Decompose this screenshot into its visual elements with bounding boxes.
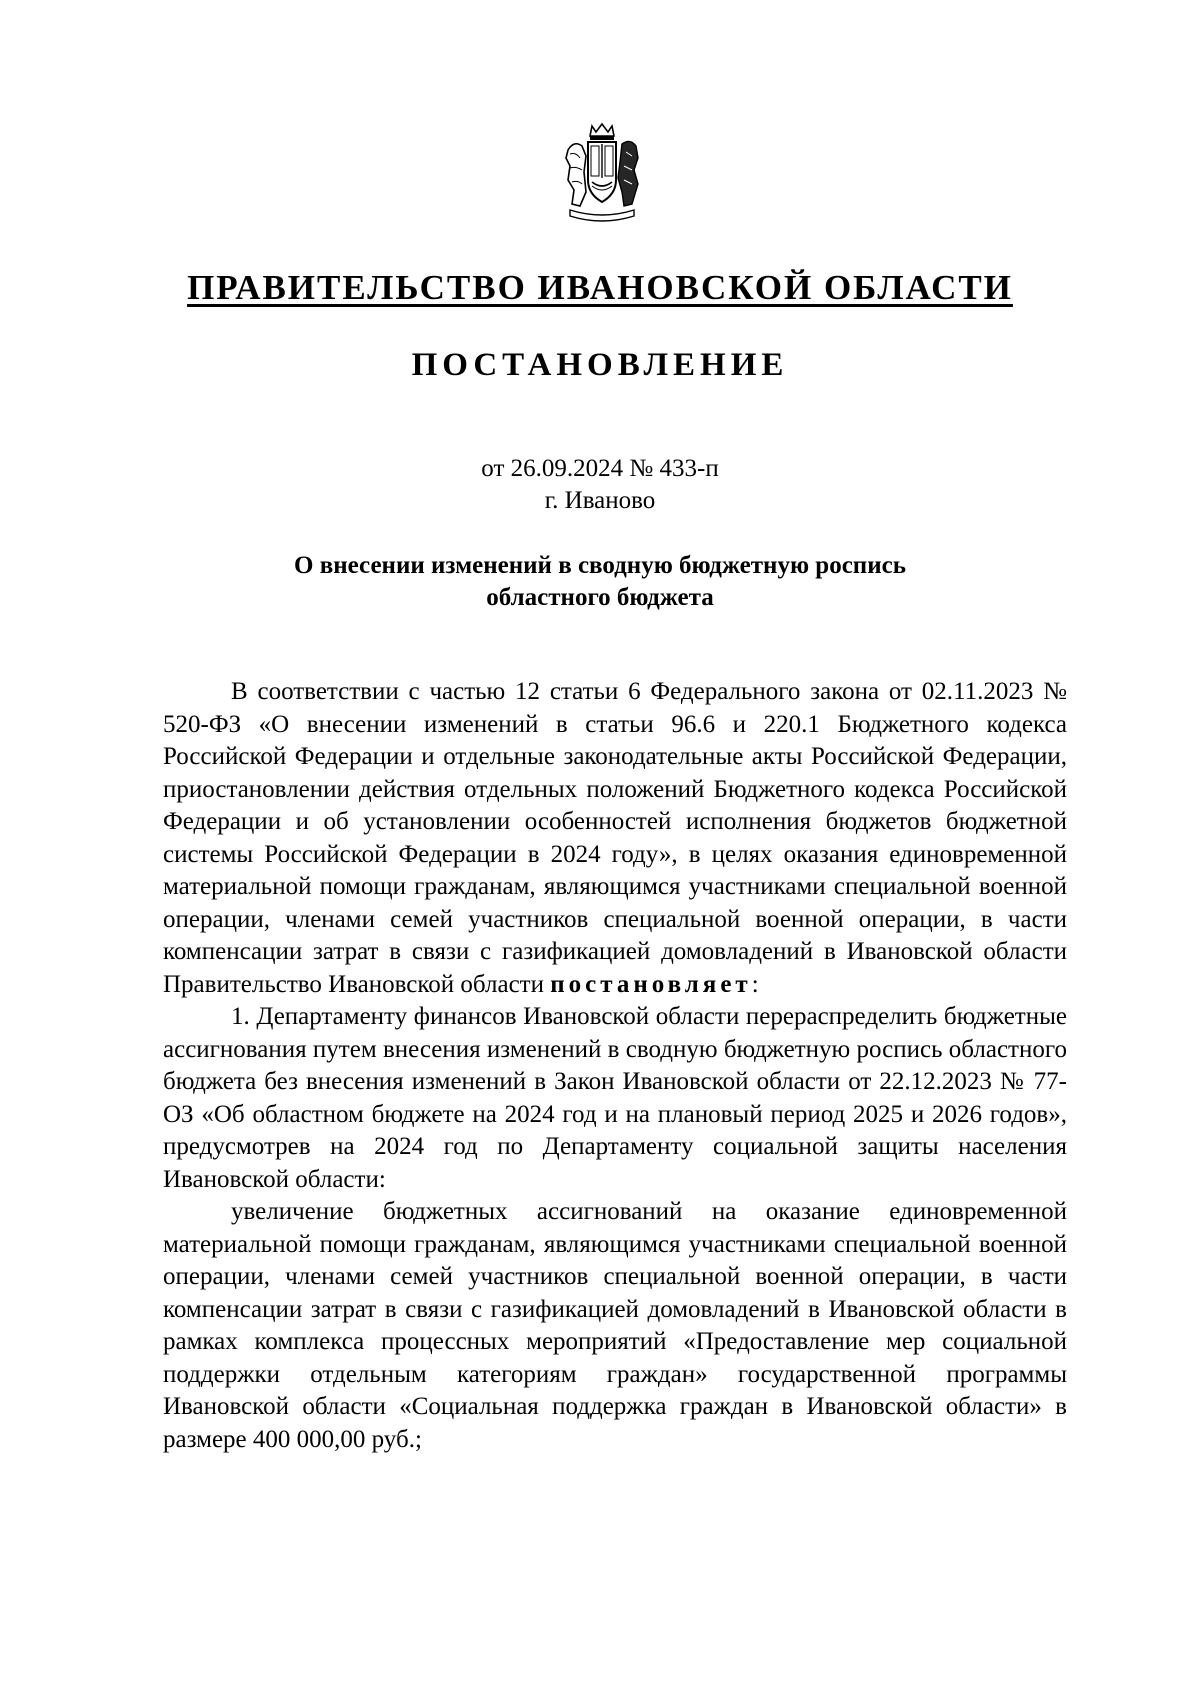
paragraph-budget-increase: увеличение бюджетных ассигнований на оказание единовременной материальной помощи гражданам, являющимся участниками специальной военной операции, членами семей участников специальной военной операции, в части компенсации затрат в связи с газификацией домовладений в Ивановской области в рамках комплекса процессных мероприятий «Предоставление мер социальной поддержки отдельным категориям граждан» государственной программы Ивановской области «Социальная поддержка граждан в Ивановской области» в размере 400 000,00 руб.; <box>163 1198 1067 1453</box>
ivanovo-coat-of-arms-icon <box>560 122 644 226</box>
document-type: ПОСТАНОВЛЕНИЕ <box>411 347 789 383</box>
preamble-text: В соответствии с частью 12 статьи 6 Федерального закона от 02.11.2023 № 520-ФЗ «О внесении изменений в статьи 96.6 и 220.1 Бюджетного кодекса Российской Федерации и отдельные законодательные акты Российской Федерации, приостановлении действия отдельных положений Бюджетного кодекса Российской Федерации и об установлении особенностей исполнения бюджетов бюджетной системы Российской Федерации в 2024 году», в целях оказания единовременной материальной помощи гражданам, являющимся участниками специальной военной операции, членами семей участников специальной военной операции, в части компенсации затрат в связи с газификацией домовладений в Ивановской области Правительство Ивановской области <box>163 678 1067 998</box>
document-meta <box>0 453 1200 517</box>
resolution-keyword: постановляет <box>550 970 752 998</box>
paragraph-item-1: 1. Департаменту финансов Ивановской области перераспределить бюджетные ассигнования путем внесения изменений в сводную бюджетную роспись областного бюджета без внесения изменений в Закон Ивановской области от 22.12.2023 № 77-ОЗ «Об областном бюджете на 2024 год и на плановый период 2025 и 2026 годов», предусмотрев на 2024 год по Департаменту социальной защиты населения Ивановской области: <box>163 1003 1067 1193</box>
subject-line-2: областного бюджета <box>486 584 714 611</box>
document-body <box>163 676 1067 1456</box>
government-title <box>0 268 1200 308</box>
document-subject <box>0 550 1200 614</box>
paragraph-preamble <box>163 676 1067 1001</box>
preamble-end: : <box>751 970 759 998</box>
date-number: от 26.09.2024 № 433-п <box>481 455 719 482</box>
city: г. Иваново <box>544 487 656 514</box>
government-title-text: ПРАВИТЕЛЬСТВО ИВАНОВСКОЙ ОБЛАСТИ <box>187 268 1013 307</box>
subject-line-1: О внесении изменений в сводную бюджетную роспись <box>294 552 906 579</box>
